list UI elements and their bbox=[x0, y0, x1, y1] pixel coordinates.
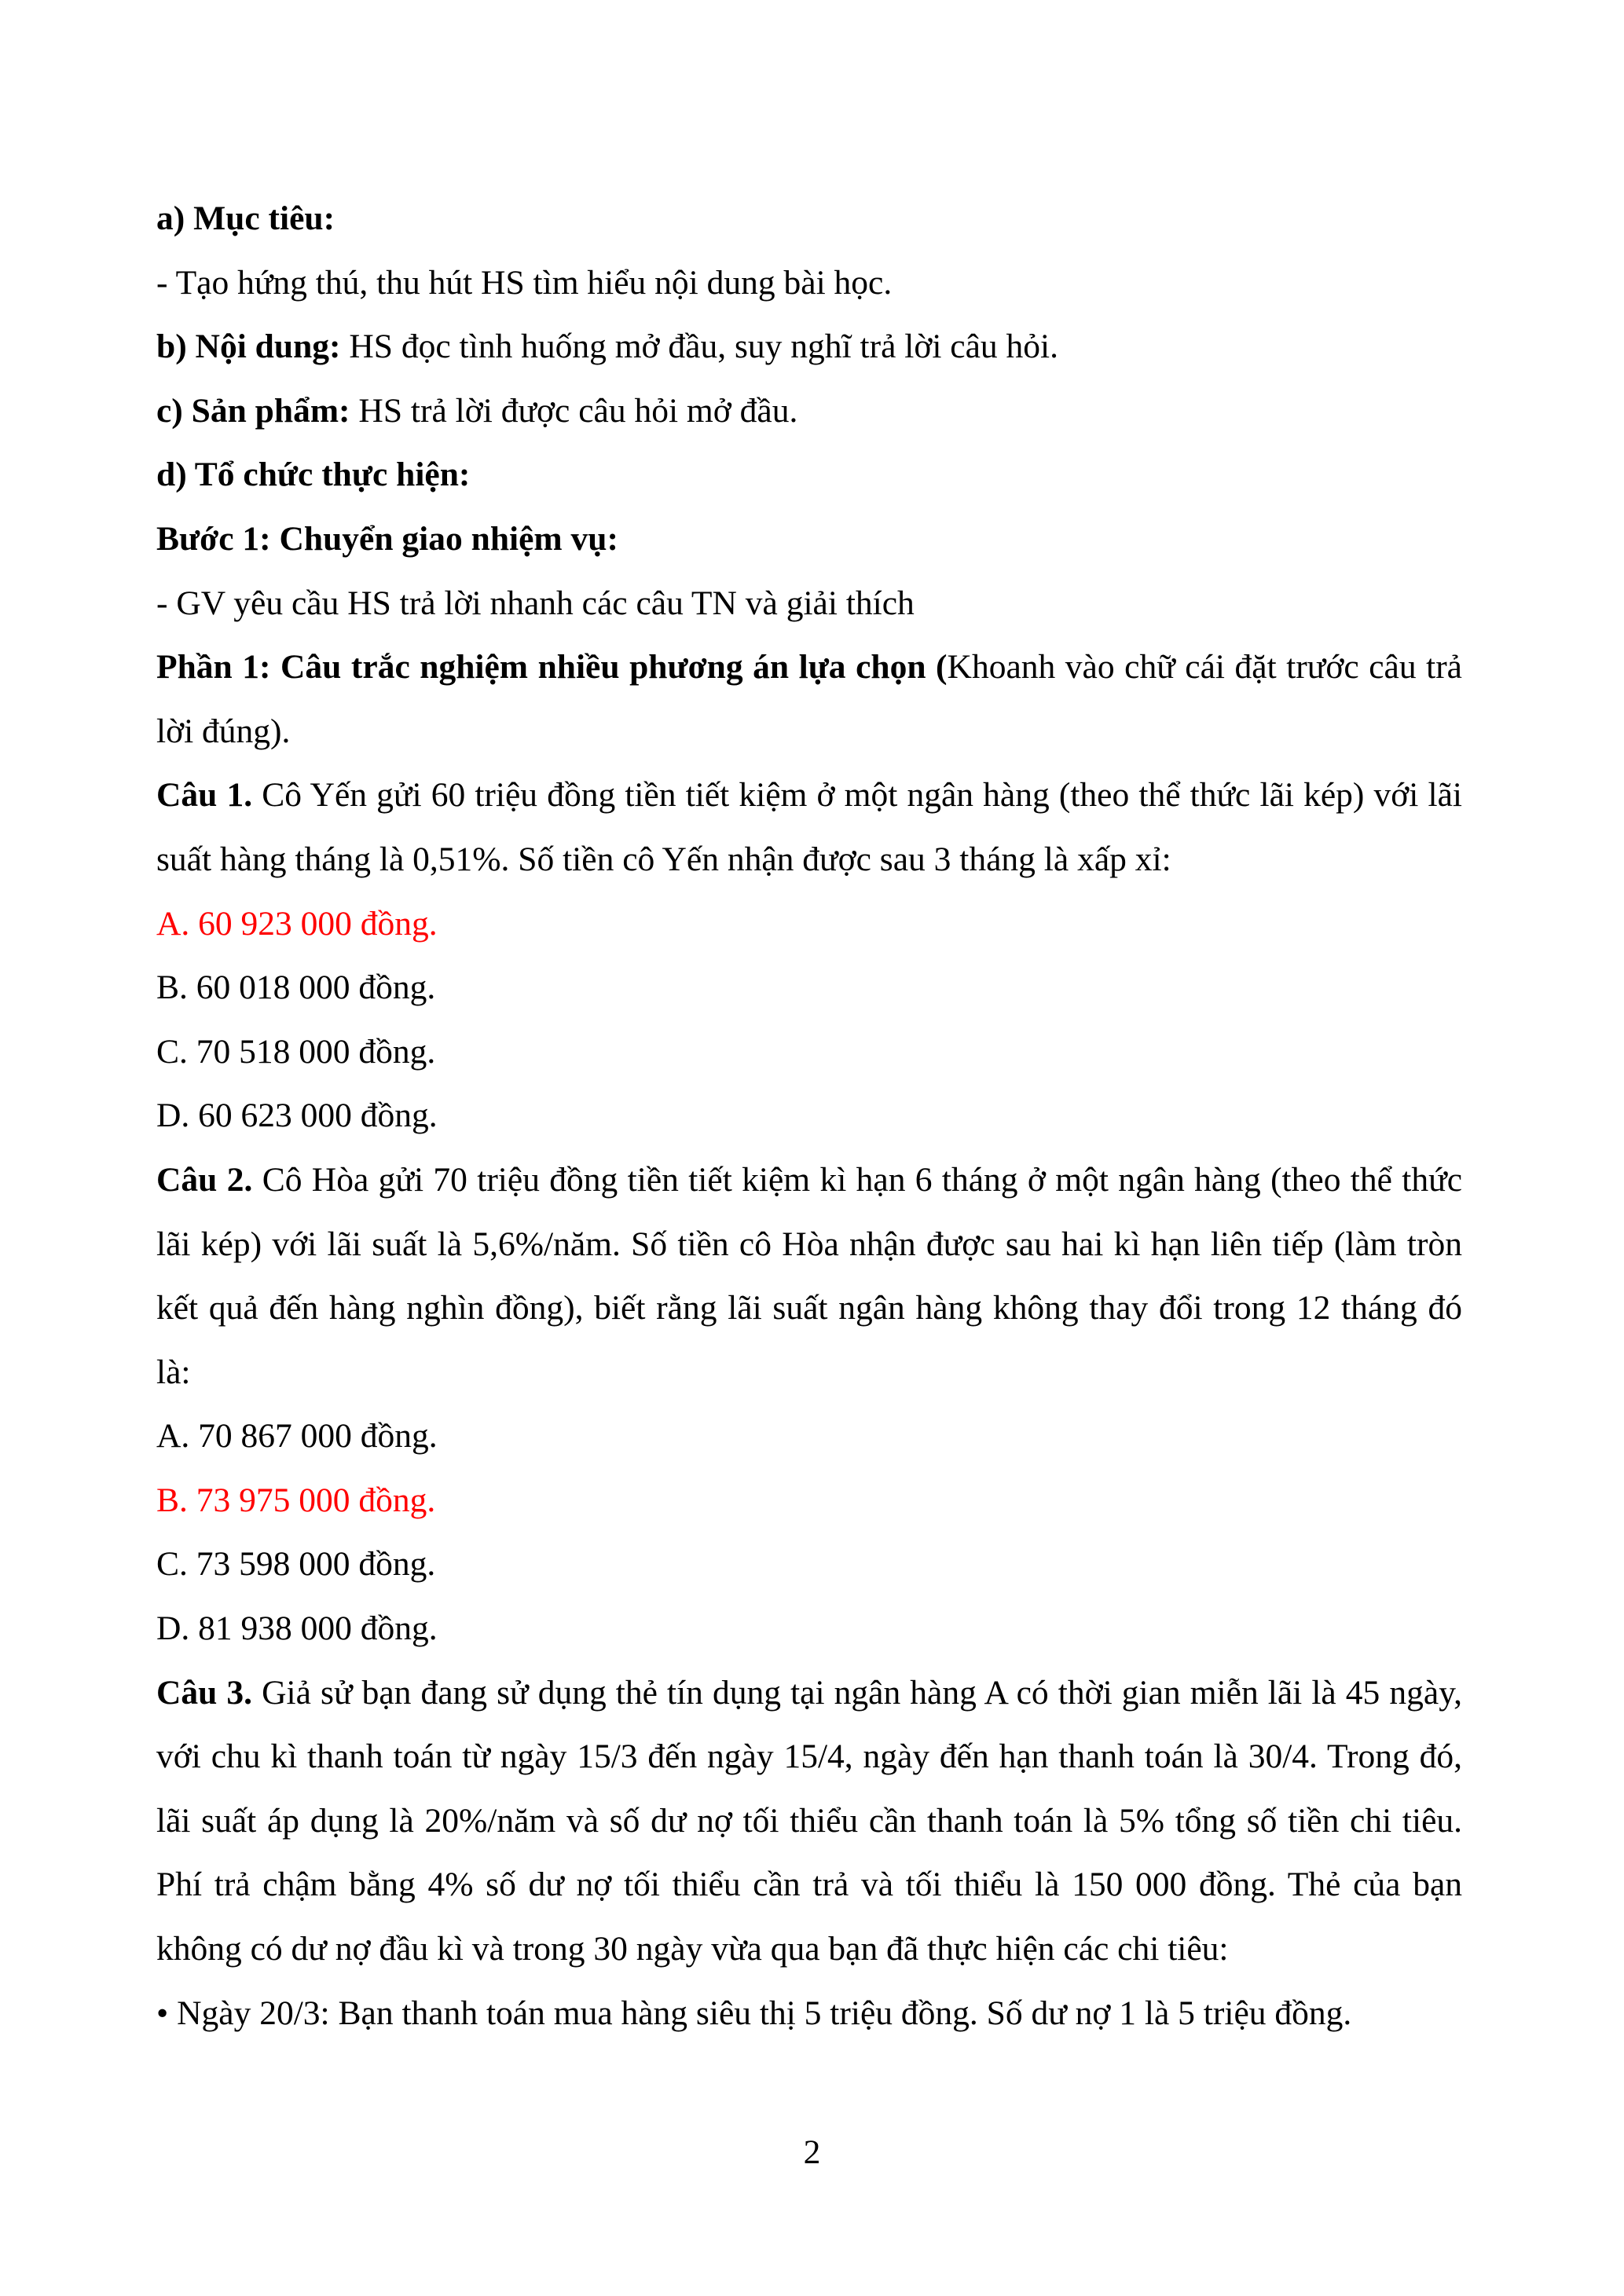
question-text: Giả sử bạn đang sử dụng thẻ tín dụng tại ngân hàng A có thời gian miễn lãi là 45 ngày, với chu kì thanh toán từ ngày 15/3 đến ngày 15/4, ngày đến hạn thanh toán là 30/4. Trong đó, lãi suất áp dụng là 20%/năm và số dư nợ tối thiểu cần thanh toán là 5% tổng số tiền chi tiêu. Phí trả chậm bằng 4% số dư nợ tối thiểu cần trả và tối thiểu là 150 000 đồng. Thẻ của bạn không có dư nợ đầu kì và trong 30 ngày vừa qua bạn đã thực hiện các chi tiêu: bbox=[156, 1673, 1462, 1968]
page-number: 2 bbox=[803, 2133, 821, 2171]
product-paragraph bbox=[156, 379, 1462, 444]
part1-text: Khoanh vào chữ cái đặt trước câu trả lời đúng). bbox=[156, 648, 1462, 750]
question-text: Cô Hòa gửi 70 triệu đồng tiền tiết kiệm kì hạn 6 tháng ở một ngân hàng (theo thể thức lãi kép) với lãi suất là 5,6%/năm. Số tiền cô Hòa nhận được sau hai kì hạn liên tiếp (làm tròn kết quả đến hàng nghìn đồng), biết rằng lãi suất ngân hàng không thay đổi trong 12 tháng đó là: bbox=[156, 1160, 1463, 1391]
answer-option: D. 81 938 000 đồng. bbox=[156, 1609, 438, 1648]
product-text: HS trả lời được câu hỏi mở đầu. bbox=[350, 391, 798, 430]
step1-text: - GV yêu cầu HS trả lời nhanh các câu TN và giải thích bbox=[156, 584, 915, 622]
question-2 bbox=[156, 1148, 1462, 1404]
answer-option: D. 60 623 000 đồng. bbox=[156, 1097, 438, 1135]
step1-label: Bước 1: Chuyển giao nhiệm vụ: bbox=[156, 519, 618, 558]
product-label: c) Sản phẩm: bbox=[156, 391, 350, 430]
answer-option-correct: B. 73 975 000 đồng. bbox=[156, 1481, 436, 1519]
objective-label: a) Mục tiêu: bbox=[156, 200, 335, 237]
answer-option-correct: A. 60 923 000 đồng. bbox=[156, 904, 438, 943]
bullet-item: • Ngày 20/3: Bạn thanh toán mua hàng siêu thị 5 triệu đồng. Số dư nợ 1 là 5 triệu đồng. bbox=[156, 1994, 1352, 2032]
part1-paragraph bbox=[156, 635, 1462, 764]
question-label: Câu 2. bbox=[156, 1160, 253, 1199]
question-text: Cô Yến gửi 60 triệu đồng tiền tiết kiệm ở một ngân hàng (theo thể thức lãi kép) với lãi suất hàng tháng là 0,51%. Số tiền cô Yến nhận được sau 3 tháng là xấp xỉ: bbox=[156, 776, 1462, 878]
objective-text: - Tạo hứng thú, thu hút HS tìm hiểu nội dung bài học. bbox=[156, 263, 893, 302]
answer-option: B. 60 018 000 đồng. bbox=[156, 969, 436, 1007]
content-label: b) Nội dung: bbox=[156, 328, 341, 366]
question-3 bbox=[156, 1661, 1462, 1982]
document-body bbox=[156, 187, 1462, 2045]
content-text: HS đọc tình huống mở đầu, suy nghĩ trả lời câu hỏi. bbox=[340, 328, 1058, 366]
part1-label: Phần 1: Câu trắc nghiệm nhiều phương án lựa chọn ( bbox=[156, 648, 948, 687]
content-paragraph bbox=[156, 315, 1462, 379]
answer-option: C. 70 518 000 đồng. bbox=[156, 1032, 436, 1071]
answer-option: A. 70 867 000 đồng. bbox=[156, 1417, 438, 1456]
question-label: Câu 3. bbox=[156, 1673, 253, 1712]
question-label: Câu 1. bbox=[156, 776, 253, 815]
answer-option: C. 73 598 000 đồng. bbox=[156, 1545, 436, 1584]
organization-heading bbox=[156, 443, 1462, 507]
step1-heading bbox=[156, 507, 1462, 572]
objective-heading bbox=[156, 187, 1462, 251]
organization-label: d) Tổ chức thực hiện: bbox=[156, 456, 471, 494]
question-1 bbox=[156, 764, 1462, 892]
